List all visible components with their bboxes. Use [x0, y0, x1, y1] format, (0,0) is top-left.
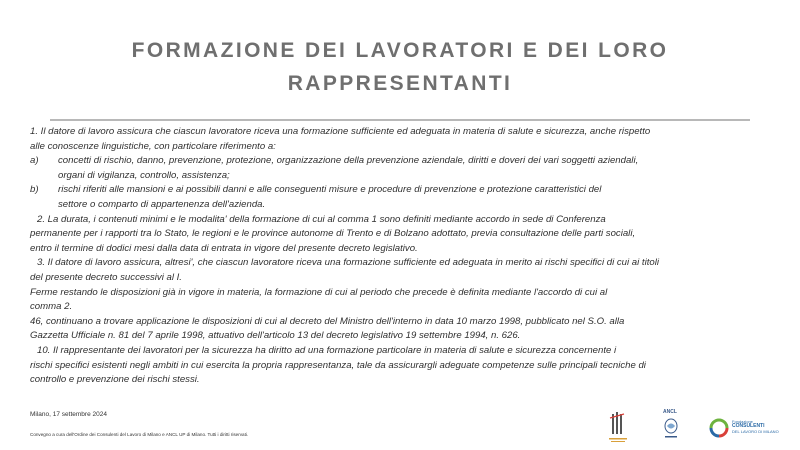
fondazione-logo-icon: [708, 408, 730, 444]
event-date: Milano, 17 settembre 2024: [30, 411, 107, 418]
slide-title: [0, 34, 800, 100]
paragraph-6-line-3: controllo e prevenzione dei rischi stessi.: [30, 374, 200, 386]
paragraph-3-line-2: del presente decreto successivi al I.: [30, 271, 182, 283]
paragraph-3-line-1: 3. Il datore di lavoro assicura, altresi', che ciascun lavoratore riceva una formazione sufficiente ed adeguata in merito ai rischi specifici di cui ai titoli: [37, 257, 659, 269]
ancl-logo-label: ANCL: [663, 409, 677, 415]
paragraph-5-line-2: Gazzetta Ufficiale n. 81 del 7 aprile 1998, attuativo dell'articolo 13 del decreto legislativo 19 settembre 1994, n. 626.: [30, 330, 521, 342]
footer-copyright: Convegno a cura dell'Ordine dei Consulenti del Lavoro di Milano e ANCL UP di Milano. Tutti i diritti riservati.: [30, 432, 249, 437]
list-item-b: [30, 183, 782, 212]
list-item-b-line-2: settore o comparto di appartenenza dell'azienda.: [58, 198, 266, 210]
paragraph-1-line-2: alle conoscenze linguistiche, con particolare riferimento a:: [30, 140, 276, 152]
ancl-logo: [656, 408, 686, 444]
fondazione-consulenti-logo: [708, 408, 780, 444]
paragraph-2-line-2: permanente per i rapporti tra lo Stato, le regioni e le province autonome di Trento e di Bolzano adottato, previa consultazione delle parti sociali,: [30, 228, 636, 240]
slide-body-text: [30, 125, 782, 388]
fondazione-logo-text: [732, 419, 779, 434]
paragraph-6-line-1: 10. Il rappresentante dei lavoratori per la sicurezza ha diritto ad una formazione particolare in materia di salute e sicurezza concernente i: [37, 344, 617, 356]
paragraph-2-line-3: entro il termine di dodici mesi dalla data di entrata in vigore del presente decreto legislativo.: [30, 242, 418, 254]
list-marker-a: a): [30, 155, 39, 167]
paragraph-6-line-2: rischi specifici esistenti negli ambiti in cui esercita la propria rappresentanza, tale da assicurargli adeguate competenze sulle principali tecniche di: [30, 359, 646, 371]
list-item-a: [30, 154, 782, 183]
slide-title-line-1: FORMAZIONE DEI LAVORATORI E DEI LORO: [131, 39, 669, 62]
paragraph-1-line-1: 1. Il datore di lavoro assicura che ciascun lavoratore riceva una formazione sufficiente ed adeguata in materia di salute e sicurezza, anche rispetto: [30, 126, 651, 137]
slide-title-line-2: RAPPRESENTANTI: [287, 72, 513, 95]
ordine-logo-icon: [606, 408, 630, 444]
list-marker-b: b): [30, 184, 39, 196]
paragraph-2-line-1: 2. La durata, i contenuti minimi e le modalita' della formazione di cui al comma 1 sono definiti mediante accordo in sede di Conferenza: [37, 213, 606, 225]
ordine-consulenti-logo: [606, 408, 630, 444]
paragraph-4-line-2: comma 2.: [30, 301, 73, 313]
paragraph-4-line-1: Ferme restando le disposizioni già in vigore in materia, la formazione di cui al periodo che precede è definita mediante l'accordo di cui al: [30, 286, 608, 298]
paragraph-5-line-1: 46, continuano a trovare applicazione le disposizioni di cui al decreto del Ministro dell'interno in data 10 marzo 1998, pubblicato nel S.O. alla: [30, 315, 625, 327]
fondazione-logo-line-2: CONSULENTI: [732, 423, 765, 429]
list-item-a-line-2: organi di vigilanza, controllo, assistenza;: [58, 169, 230, 181]
list-item-b-line-1: rischi riferiti alle mansioni e ai possibili danni e alle conseguenti misure e procedure di prevenzione e protezione caratteristici del: [58, 184, 602, 196]
title-divider: [50, 119, 750, 121]
fondazione-logo-line-3: DEL LAVORO DI MILANO: [732, 429, 779, 434]
list-item-a-line-1: concetti di rischio, danno, prevenzione, protezione, organizzazione della prevenzione aziendale, diritti e doveri dei vari soggetti aziendali,: [58, 155, 639, 167]
fondazione-logo-line-1: Fondazione: [732, 419, 753, 424]
